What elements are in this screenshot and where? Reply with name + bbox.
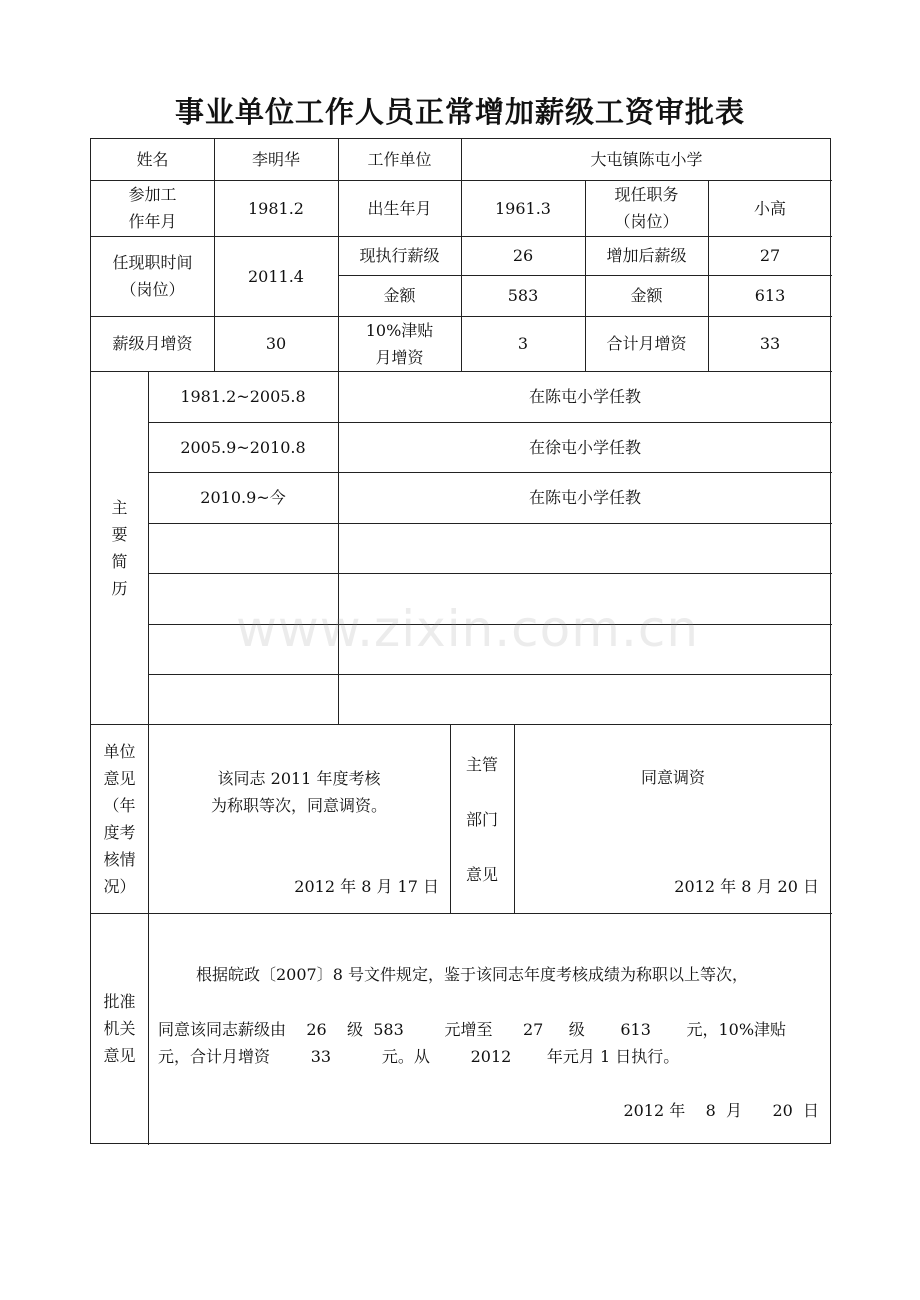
allowance-label: 10%津贴 月增资 [365,320,434,367]
resume-period [148,674,338,724]
unit-opinion-text-1: 该同志 2011 年度考核 [217,769,381,788]
current-grade-value: 26 [512,246,534,265]
resume-desc: 在徐屯小学任教 [528,437,641,457]
resume-desc [338,674,832,724]
join-date-value: 1981.2 [248,198,304,218]
unit-opinion-label: 单位 意见 （年 度考 核情 况） [103,741,136,896]
dept-opinion-label-2: 部门 [465,810,498,829]
current-amount-value: 583 [507,286,539,305]
unit-label: 工作单位 [367,150,432,169]
approval-line-1: 根据皖政〔2007〕8 号文件规定，鉴于该同志年度考核成绩为称职以上等次， [196,965,748,984]
post-label: 现任职务 （岗位） [614,185,679,231]
dept-opinion-date: 2012 年 8 月 20 日 [674,877,819,896]
tenure-value: 2011.4 [248,266,304,286]
join-date-label: 参加工 作年月 [128,185,177,231]
name-label: 姓名 [136,150,169,169]
approval-date: 2012 年 8 月 20 日 [623,1101,819,1120]
total-raise-value: 33 [759,334,781,353]
resume-desc: 在陈屯小学任教 [528,488,641,507]
resume-period: 1981.2~2005.8 [180,387,306,406]
total-raise-label: 合计月增资 [606,334,687,353]
post-value: 小高 [753,198,786,218]
dept-opinion-label-1: 主管 [465,755,498,774]
current-grade-label: 现执行薪级 [359,246,440,265]
resume-desc [338,523,832,573]
birth-label: 出生年月 [367,198,432,218]
approval-line-2: 同意该同志薪级由 26 级 583 元增至 27 级 613 元，10%津贴 [158,1020,787,1039]
approval-label: 批准 机关 意见 [103,992,136,1065]
watermark: www.zixin.com.cn [236,600,700,658]
dept-opinion-label-3: 意见 [465,865,498,884]
unit-value: 大屯镇陈屯小学 [590,150,703,169]
unit-opinion-date: 2012 年 8 月 17 日 [294,877,439,896]
new-grade-label: 增加后薪级 [606,246,687,265]
allowance-value: 3 [517,334,529,353]
name-value: 李明华 [251,150,300,169]
resume-period: 2005.9~2010.8 [180,437,306,457]
dept-opinion-text: 同意调资 [640,768,705,787]
form-title: 事业单位工作人员正常增加薪级工资审批表 [174,95,745,129]
tenure-label: 任现职时间 （岗位） [112,253,193,299]
birth-value: 1961.3 [495,198,551,218]
new-amount-label: 金额 [630,286,663,305]
resume-period [148,523,338,573]
resume-desc: 在陈屯小学任教 [528,387,641,406]
resume-label: 主 要 简 历 [111,497,128,598]
new-amount-value: 613 [754,286,786,305]
new-grade-value: 27 [759,246,781,265]
grade-raise-value: 30 [265,334,287,353]
approval-line-3: 元，合计月增资 33 元。从 2012 年元月 1 日执行。 [158,1047,680,1066]
unit-opinion-text-2: 为称职等次，同意调资。 [210,796,387,815]
grade-raise-label: 薪级月增资 [112,334,193,353]
current-amount-label: 金额 [383,286,416,305]
resume-period: 2010.9~今 [200,488,286,507]
